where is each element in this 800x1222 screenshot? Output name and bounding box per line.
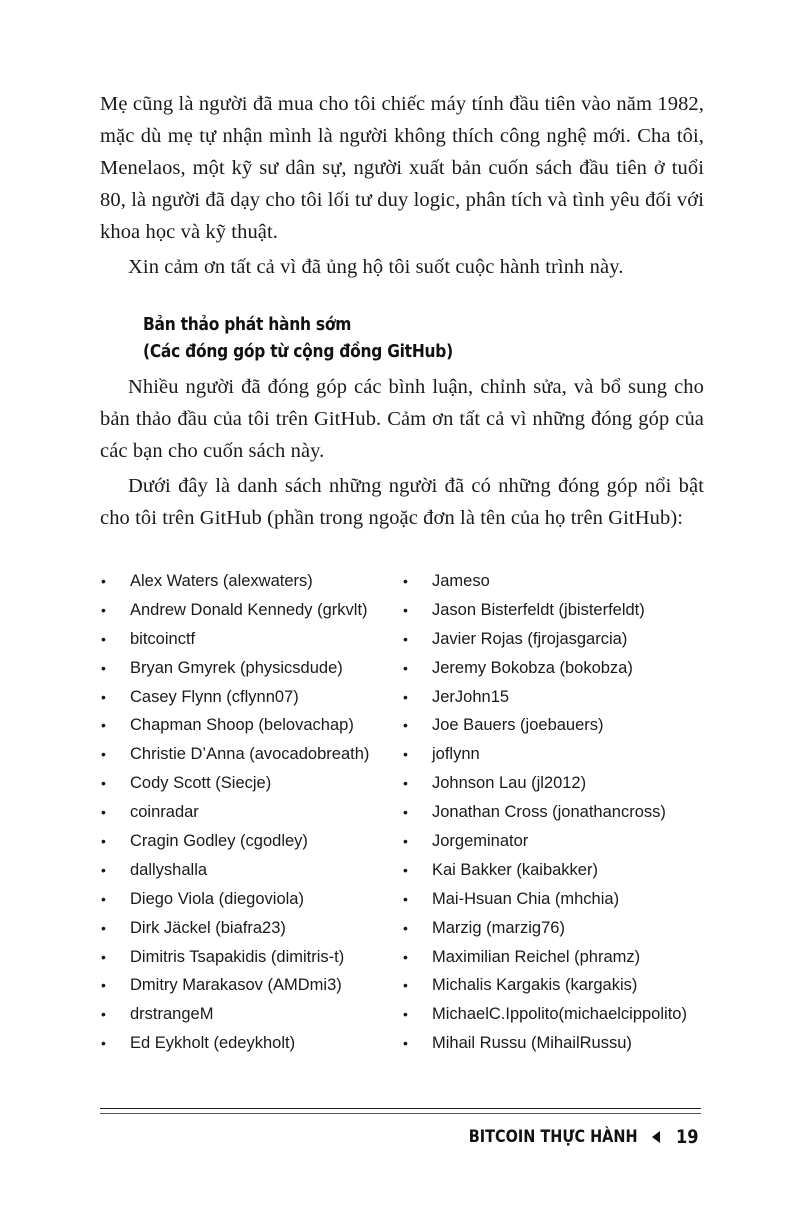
paragraph-3: Nhiều người đã đóng góp các bình luận, chỉnh sửa, và bổ sung cho bản thảo đầu của tôi trên GitHub. Cảm ơn tất cả vì những đóng góp của các bạn cho cuốn sách này. xyxy=(100,376,704,462)
page-number: 19 xyxy=(675,1126,699,1148)
contributor-item xyxy=(100,683,402,712)
contributor-item xyxy=(402,769,710,798)
footer-rule xyxy=(100,1108,701,1109)
contributor-item xyxy=(100,856,402,885)
bullet-icon: • xyxy=(101,804,106,821)
contributor-name: JerJohn15 xyxy=(432,687,510,706)
contributor-name: Diego Viola (diegoviola) xyxy=(130,889,304,908)
contributor-name: Cody Scott (Siecje) xyxy=(130,774,272,793)
contributor-item xyxy=(402,971,710,1000)
contributor-name: MichaelC.Ippolito(michaelcippolito) xyxy=(432,1005,687,1024)
contributor-name: Cragin Godley (cgodley) xyxy=(130,832,308,851)
bullet-icon: • xyxy=(403,861,408,878)
paragraph-4: Dưới đây là danh sách những người đã có những đóng góp nổi bật cho tôi trên GitHub (phần trong ngoặc đơn là tên của họ trên GitHub): xyxy=(100,475,704,529)
contributor-item xyxy=(402,625,710,654)
page-footer xyxy=(439,1126,700,1148)
contributor-name: Christie D’Anna (avocadobreath) xyxy=(130,745,370,764)
bullet-icon: • xyxy=(101,1006,106,1023)
contributor-name: Jason Bisterfeldt (jbisterfeldt) xyxy=(432,600,645,619)
contributor-name: drstrangeM xyxy=(130,1005,214,1024)
contributor-item xyxy=(402,596,710,625)
contributor-item xyxy=(402,1029,710,1058)
contributor-item xyxy=(402,827,710,856)
contributor-name: Jameso xyxy=(432,572,490,590)
contributor-item xyxy=(100,885,402,914)
contributor-item xyxy=(402,914,710,943)
contributor-name: dallyshalla xyxy=(130,860,208,879)
bullet-icon: • xyxy=(101,977,106,994)
contributor-name: Joe Bauers (joebauers) xyxy=(432,716,604,735)
contributor-item xyxy=(402,885,710,914)
contributor-name: Javier Rojas (fjrojasgarcia) xyxy=(432,629,628,648)
bullet-icon: • xyxy=(101,833,106,850)
bullet-icon: • xyxy=(403,746,408,763)
footer-rule-thin xyxy=(100,1113,701,1114)
contributor-item xyxy=(402,856,710,885)
bullet-icon: • xyxy=(101,775,106,792)
bullet-icon: • xyxy=(101,659,106,676)
contributor-name: Jorgeminator xyxy=(432,832,529,851)
bullet-icon: • xyxy=(403,919,408,936)
bullet-icon: • xyxy=(101,948,106,965)
bullet-icon: • xyxy=(403,630,408,647)
bullet-icon: • xyxy=(101,573,106,589)
contributor-name: Dimitris Tsapakidis (dimitris-t) xyxy=(130,947,345,966)
contributor-item xyxy=(100,914,402,943)
contributor-name: Johnson Lau (jl2012) xyxy=(432,774,587,793)
bullet-icon: • xyxy=(403,688,408,705)
bullet-icon: • xyxy=(101,861,106,878)
page-body xyxy=(100,88,704,534)
contributor-item xyxy=(100,943,402,972)
contributor-name: Michalis Kargakis (kargakis) xyxy=(432,976,638,995)
triangle-left-icon xyxy=(652,1131,660,1143)
contributor-name: joflynn xyxy=(432,745,480,764)
contributors-list xyxy=(100,567,710,1058)
bullet-icon: • xyxy=(101,717,106,734)
contributor-item xyxy=(100,1000,402,1029)
bullet-icon: • xyxy=(403,1035,408,1052)
contributors-column-left xyxy=(100,567,402,1058)
contributor-item xyxy=(402,740,710,769)
contributor-item xyxy=(100,1029,402,1058)
contributor-item xyxy=(100,654,402,683)
contributor-item xyxy=(402,798,710,827)
bullet-icon: • xyxy=(403,890,408,907)
bullet-icon: • xyxy=(403,833,408,850)
bullet-icon: • xyxy=(403,977,408,994)
contributors-column-right xyxy=(402,567,710,1058)
contributor-name: Bryan Gmyrek (physicsdude) xyxy=(130,658,343,677)
contributor-item xyxy=(100,567,402,596)
bullet-icon: • xyxy=(403,1006,408,1023)
bullet-icon: • xyxy=(101,746,106,763)
contributor-item xyxy=(402,567,710,596)
running-title: BITCOIN THỰC HÀNH xyxy=(468,1127,638,1147)
contributor-item xyxy=(100,596,402,625)
contributor-name: bitcoinctf xyxy=(130,629,196,648)
bullet-icon: • xyxy=(101,601,106,618)
contributor-name: Maximilian Reichel (phramz) xyxy=(432,947,641,966)
bullet-icon: • xyxy=(101,1035,106,1052)
contributor-item xyxy=(402,654,710,683)
bullet-icon: • xyxy=(403,775,408,792)
contributor-item xyxy=(100,769,402,798)
contributor-item xyxy=(402,711,710,740)
bullet-icon: • xyxy=(403,717,408,734)
contributor-item xyxy=(100,711,402,740)
contributor-name: Dirk Jäckel (biafra23) xyxy=(130,918,286,937)
bullet-icon: • xyxy=(403,804,408,821)
section-heading xyxy=(143,311,625,365)
contributor-item xyxy=(100,625,402,654)
contributor-name: Casey Flynn (cflynn07) xyxy=(130,687,299,706)
contributor-name: Andrew Donald Kennedy (grkvlt) xyxy=(130,600,368,619)
contributor-name: Kai Bakker (kaibakker) xyxy=(432,860,598,879)
contributor-name: Ed Eykholt (edeykholt) xyxy=(130,1034,296,1053)
bullet-icon: • xyxy=(101,919,106,936)
section-heading-line-1: Bản thảo phát hành sớm xyxy=(143,314,352,335)
contributor-name: Dmitry Marakasov (AMDmi3) xyxy=(130,976,342,995)
contributor-name: Mihail Russu (MihailRussu) xyxy=(432,1034,632,1053)
contributor-item xyxy=(100,827,402,856)
contributor-item xyxy=(100,971,402,1000)
contributor-name: Chapman Shoop (belovachap) xyxy=(130,716,354,735)
contributor-name: coinradar xyxy=(130,803,199,822)
section-heading-line-2: (Các đóng góp từ cộng đồng GitHub) xyxy=(143,341,453,362)
bullet-icon: • xyxy=(101,890,106,907)
contributor-item xyxy=(402,1000,710,1029)
contributor-item xyxy=(100,798,402,827)
bullet-icon: • xyxy=(403,601,408,618)
contributor-name: Jeremy Bokobza (bokobza) xyxy=(432,658,633,677)
bullet-icon: • xyxy=(403,573,408,589)
bullet-icon: • xyxy=(101,688,106,705)
paragraph-2: Xin cảm ơn tất cả vì đã ủng hộ tôi suốt cuộc hành trình này. xyxy=(128,256,624,278)
contributor-name: Alex Waters (alexwaters) xyxy=(130,572,313,590)
contributor-item xyxy=(402,943,710,972)
contributor-name: Mai-Hsuan Chia (mhchia) xyxy=(432,889,620,908)
contributor-item xyxy=(100,740,402,769)
bullet-icon: • xyxy=(101,630,106,647)
bullet-icon: • xyxy=(403,659,408,676)
contributor-name: Marzig (marzig76) xyxy=(432,918,565,937)
bullet-icon: • xyxy=(403,948,408,965)
contributor-name: Jonathan Cross (jonathancross) xyxy=(432,803,666,822)
paragraph-1: Mẹ cũng là người đã mua cho tôi chiếc máy tính đầu tiên vào năm 1982, mặc dù mẹ tự nhận mình là người không thích công nghệ mới. Cha tôi, Menelaos, một kỹ sư dân sự, người xuất bản cuốn sách đầu tiên ở tuổi 80, là người đã dạy cho tôi lối tư duy logic, phân tích và tình yêu đối với khoa học và kỹ thuật. xyxy=(100,93,704,243)
contributor-item xyxy=(402,683,710,712)
